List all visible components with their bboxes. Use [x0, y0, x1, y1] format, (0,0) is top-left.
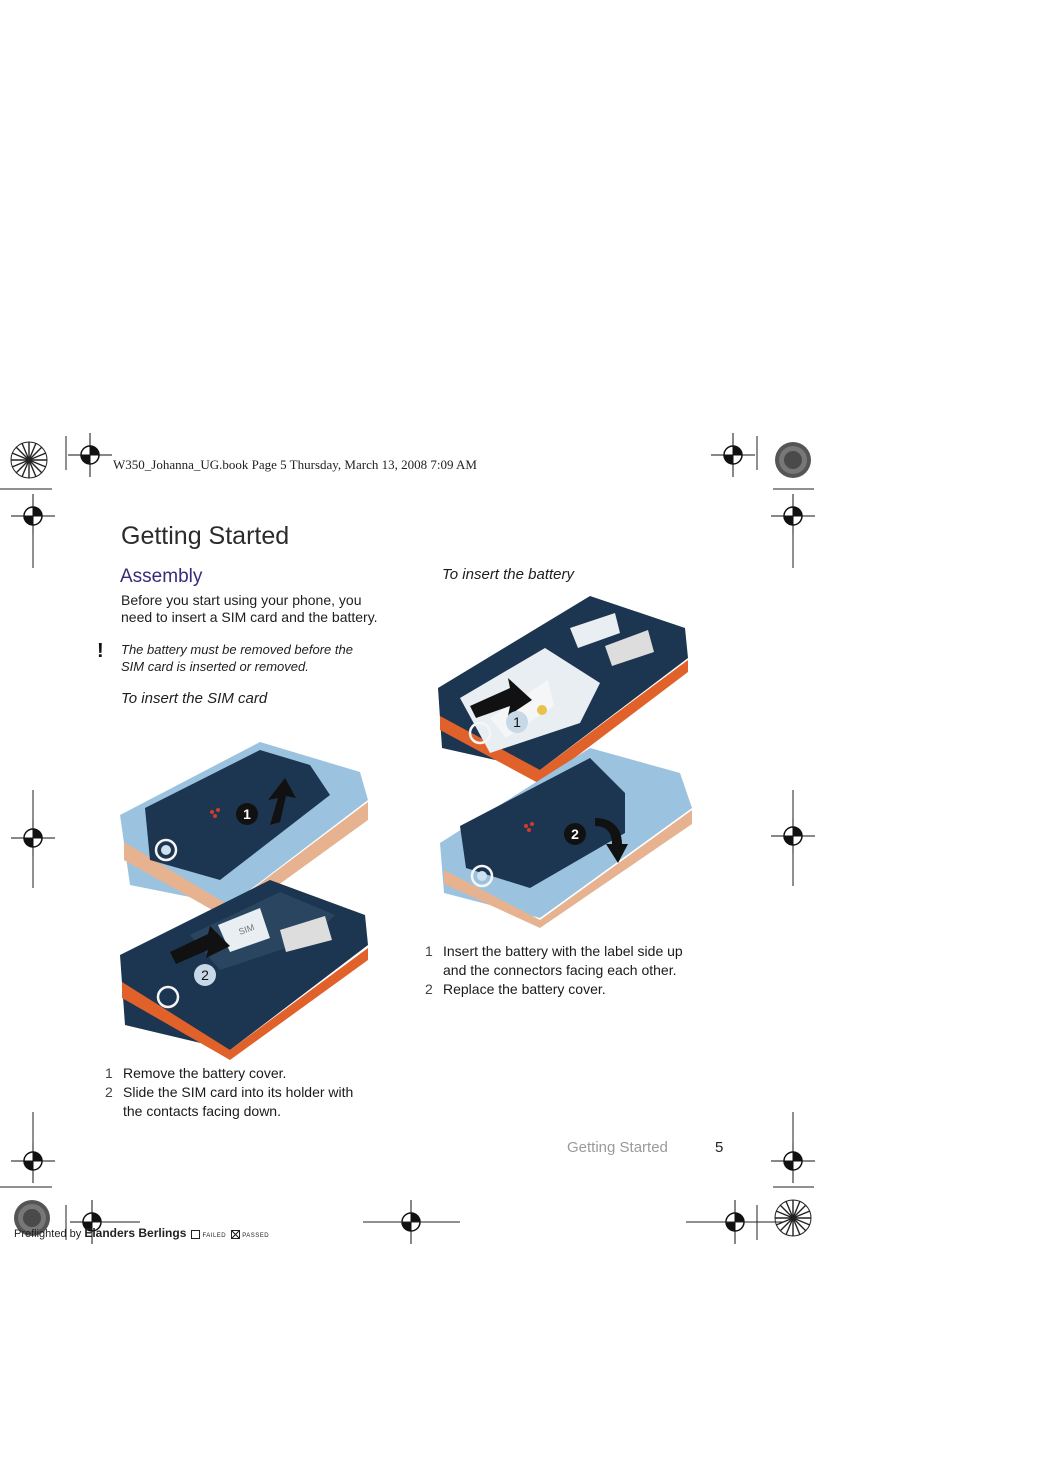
- sim-step-label: 2: [201, 967, 209, 983]
- sim-step-1-number: 1: [105, 1065, 113, 1081]
- note-line-1: The battery must be removed before the: [121, 642, 353, 657]
- battery-step-1-line-2: and the connectors facing each other.: [443, 962, 677, 978]
- printer-prefix: Preflighted by: [14, 1228, 82, 1240]
- phone-cover-replace: [440, 748, 692, 928]
- battery-step-2: [417, 980, 747, 999]
- sim-card-text: SIM: [237, 922, 256, 937]
- battery-step-2-number: 2: [425, 981, 433, 997]
- sim-step-1: [97, 1064, 407, 1083]
- registration-starburst-bottom-right: [775, 1200, 811, 1236]
- sim-step-2-number: 2: [105, 1084, 113, 1100]
- battery-step-label: 1: [513, 714, 521, 730]
- sim-steps-list: [97, 1064, 407, 1121]
- section-title: Assembly: [120, 566, 203, 587]
- sim-step-2-line-2: the contacts facing down.: [123, 1103, 281, 1119]
- battery-heading: To insert the battery: [442, 566, 575, 583]
- battery-step-1-number: 1: [425, 943, 433, 959]
- file-info-header: W350_Johanna_UG.book Page 5 Thursday, March 13, 2008 7:09 AM: [113, 457, 477, 472]
- battery-step-2-line-1: Replace the battery cover.: [443, 981, 606, 997]
- footer-section-name: Getting Started: [567, 1139, 668, 1156]
- replace-step-label: 2: [571, 826, 579, 842]
- registration-disc-top-right: [775, 442, 811, 478]
- phone-battery-insertion: [438, 596, 688, 784]
- battery-step-1-line-1: Insert the battery with the label side up: [443, 943, 683, 959]
- passed-checkbox: [231, 1230, 240, 1239]
- passed-label: PASSED: [242, 1233, 270, 1239]
- sim-step-2: [97, 1083, 407, 1121]
- sim-heading: To insert the SIM card: [121, 690, 268, 707]
- sim-step-2-line-1: Slide the SIM card into its holder with: [123, 1084, 354, 1100]
- battery-step-1: [417, 942, 747, 980]
- note-line-2: SIM card is inserted or removed.: [121, 659, 309, 674]
- note-text: [121, 641, 421, 675]
- cover-step-label: 1: [243, 806, 251, 822]
- failed-label: FAILED: [202, 1233, 227, 1239]
- warning-icon: !: [97, 640, 104, 662]
- battery-illustration: [430, 588, 700, 928]
- chapter-title: Getting Started: [121, 522, 290, 550]
- registration-starburst-top-left: [11, 442, 47, 478]
- phone-sim-insertion: [120, 880, 368, 1060]
- intro-line-1: Before you start using your phone, you: [121, 592, 362, 608]
- page-number: 5: [715, 1139, 724, 1156]
- printer-slug: [14, 1226, 269, 1240]
- intro-paragraph: [121, 592, 421, 626]
- failed-checkbox: [191, 1230, 200, 1239]
- battery-steps-list: [417, 942, 747, 999]
- intro-line-2: need to insert a SIM card and the battery.: [121, 609, 378, 625]
- sim-step-1-line-1: Remove the battery cover.: [123, 1065, 287, 1081]
- sim-card-illustration: [110, 720, 380, 1060]
- printer-name: Elanders Berlings: [84, 1226, 187, 1240]
